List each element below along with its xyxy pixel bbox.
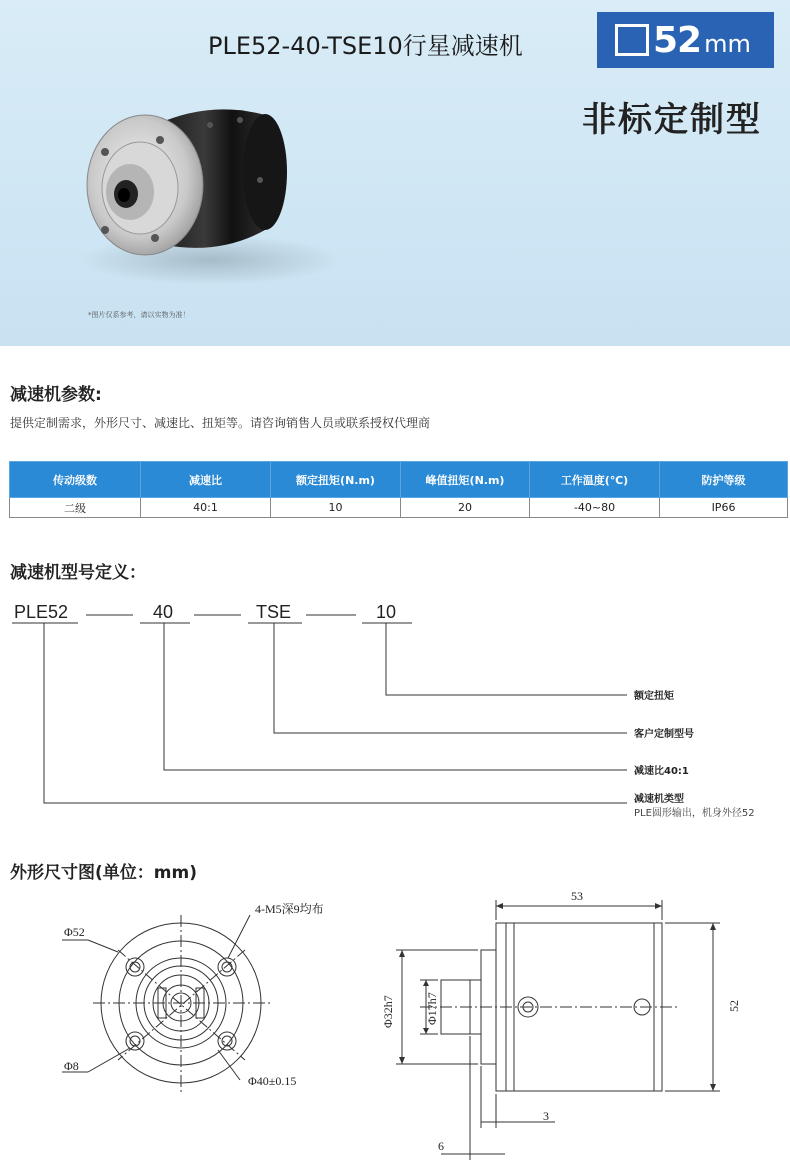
code-tse: TSE bbox=[256, 602, 292, 622]
sub-title: 非标定制型 bbox=[582, 100, 762, 140]
code-ple52: PLE52 bbox=[14, 602, 69, 622]
table-cell: 40:1 bbox=[141, 498, 271, 518]
params-section-title: 减速机参数: bbox=[10, 385, 102, 405]
side-view bbox=[396, 900, 720, 1160]
dim-3: 3 bbox=[543, 1109, 549, 1123]
table-header-cell: 峰值扭矩(N.m) bbox=[401, 462, 530, 498]
table-header-cell: 额定扭矩(N.m) bbox=[271, 462, 401, 498]
dim-phi17: Φ17h7 bbox=[425, 992, 439, 1025]
dim-holes: 4-M5深9均布 bbox=[255, 902, 324, 916]
dim-height: 52 bbox=[727, 1000, 741, 1012]
table-header-cell: 防护等级 bbox=[660, 462, 788, 498]
label-torque: 额定扭矩 bbox=[634, 691, 674, 702]
params-description: 提供定制需求，外形尺寸、减速比、扭矩等。请咨询销售人员或联系授权代理商 bbox=[10, 416, 431, 430]
dim-phi40: Φ40±0.15 bbox=[248, 1074, 297, 1088]
label-custom: 客户定制型号 bbox=[634, 729, 694, 740]
table-header-row bbox=[10, 462, 788, 498]
size-number: 52 bbox=[653, 19, 702, 61]
model-code-diagram bbox=[0, 590, 790, 830]
dim-phi8: Φ8 bbox=[64, 1059, 79, 1073]
table-cell: 10 bbox=[271, 498, 401, 518]
front-view bbox=[62, 915, 270, 1095]
table-cell: 20 bbox=[401, 498, 530, 518]
label-type-note: PLE圆形输出，机身外径52 bbox=[634, 808, 755, 819]
dim-phi52: Φ52 bbox=[64, 925, 85, 939]
table-header-cell: 传动级数 bbox=[10, 462, 141, 498]
table-cell: -40~80 bbox=[530, 498, 660, 518]
dim-phi32: Φ32h7 bbox=[381, 995, 395, 1028]
label-type: 减速机类型 bbox=[634, 794, 684, 805]
model-def-section-title: 减速机型号定义： bbox=[10, 563, 146, 583]
model-title: PLE52-40-TSE10行星减速机 bbox=[208, 32, 523, 60]
table-header-cell: 工作温度(℃) bbox=[530, 462, 660, 498]
table-row bbox=[10, 498, 788, 518]
code-ratio: 40 bbox=[153, 602, 174, 622]
size-badge bbox=[597, 12, 774, 68]
code-torque: 10 bbox=[376, 602, 397, 622]
table-cell: IP66 bbox=[660, 498, 788, 518]
label-ratio: 减速比40:1 bbox=[634, 766, 689, 777]
photo-note: *图片仅系参考，请以实物为准！ bbox=[88, 311, 190, 319]
product-photo bbox=[60, 80, 360, 310]
params-table bbox=[9, 461, 788, 518]
dim-length: 53 bbox=[571, 889, 583, 903]
dim-6: 6 bbox=[438, 1139, 444, 1153]
table-cell: 二级 bbox=[10, 498, 141, 518]
size-unit: mm bbox=[704, 30, 751, 58]
square-icon bbox=[615, 24, 649, 56]
hero-banner bbox=[0, 0, 790, 346]
dimensions-section-title: 外形尺寸图(单位：mm) bbox=[10, 863, 197, 883]
dimension-drawing bbox=[0, 880, 790, 1163]
table-header-cell: 减速比 bbox=[141, 462, 271, 498]
